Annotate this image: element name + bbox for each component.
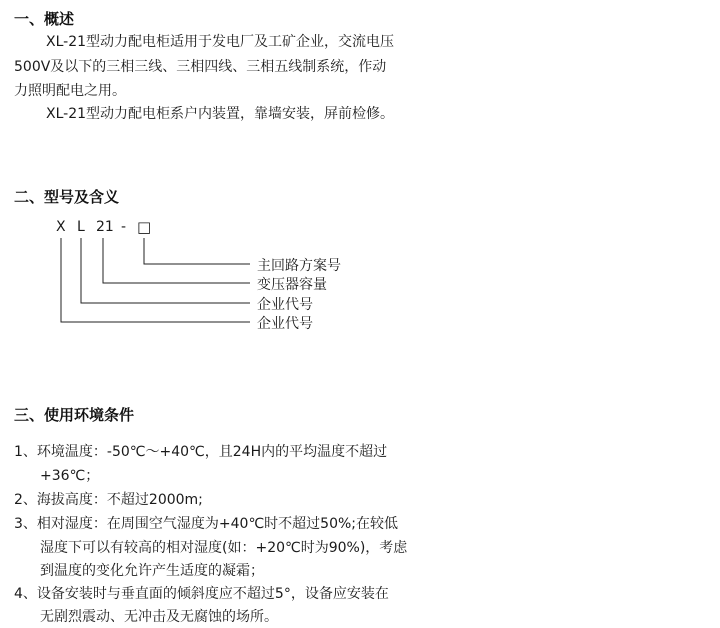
- env-item-3: 3、相对湿度：在周围空气湿度为+40℃时不超过50%;在较低: [14, 516, 399, 532]
- label-transformer-capacity: 变压器容量: [257, 277, 327, 293]
- overview-line-4: XL-21型动力配电柜系户内装置，靠墙安装，屏前检修。: [46, 106, 395, 122]
- label-main-circuit-scheme: 主回路方案号: [257, 258, 341, 274]
- model-code-dash: -: [121, 219, 127, 235]
- model-code-x: X: [56, 219, 66, 235]
- env-item-2: 2、海拔高度：不超过2000m;: [14, 492, 203, 508]
- model-code-l: L: [77, 219, 85, 235]
- env-item-3-cont-2: 到温度的变化允许产生适度的凝霜；: [40, 563, 264, 579]
- model-code-number: 21: [96, 219, 114, 235]
- section-heading-model: 二、型号及含义: [14, 188, 120, 206]
- overview-line-3: 力照明配电之用。: [14, 83, 126, 99]
- connector-line-enterprise-1: [81, 238, 250, 303]
- overview-line-1: XL-21型动力配电柜适用于发电厂及工矿企业，交流电压: [46, 34, 395, 50]
- env-item-4: 4、设备安装时与垂直面的倾斜度应不超过5°，设备应安装在: [14, 586, 389, 602]
- model-code-box: □: [137, 218, 152, 236]
- connector-line-enterprise-2: [61, 238, 250, 322]
- env-item-3-cont-1: 湿度下可以有较高的相对湿度(如：+20℃时为90%)，考虑: [40, 540, 408, 556]
- section-heading-overview: 一、概述: [14, 10, 75, 28]
- connector-line-capacity: [103, 238, 250, 283]
- env-item-1-cont: +36℃；: [40, 468, 100, 484]
- connector-line-scheme: [144, 238, 250, 264]
- overview-line-2: 500V及以下的三相三线、三相四线、三相五线制系统，作动: [14, 59, 387, 75]
- label-enterprise-code-2: 企业代号: [257, 316, 313, 332]
- label-enterprise-code-1: 企业代号: [257, 297, 313, 313]
- env-item-4-cont: 无剧烈震动、无冲击及无腐蚀的场所。: [40, 609, 278, 625]
- env-item-1: 1、环境温度：-50℃～+40℃，且24H内的平均温度不超过: [14, 444, 388, 460]
- section-heading-environment: 三、使用环境条件: [14, 406, 135, 424]
